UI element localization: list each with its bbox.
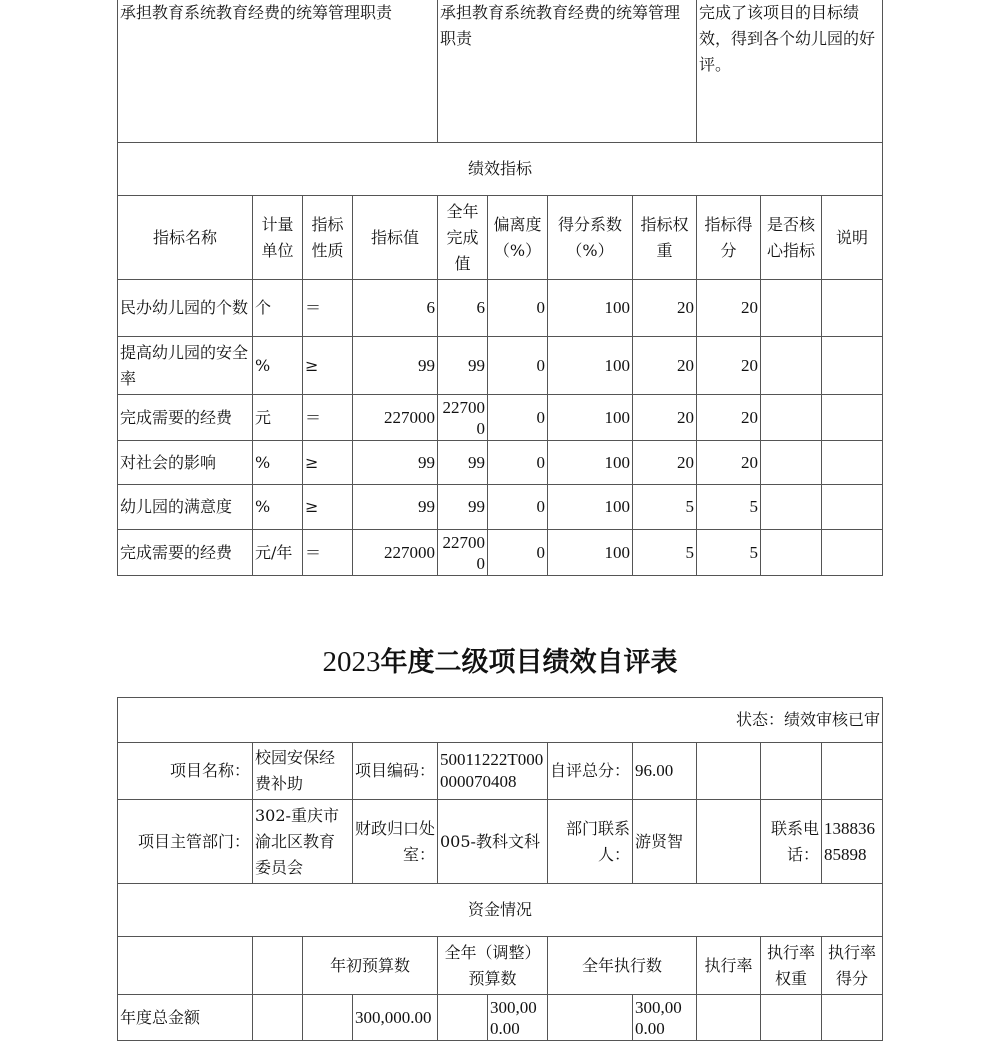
indicator-score: 5 xyxy=(697,485,761,530)
indicator-coef: 100 xyxy=(548,337,633,395)
indicator-nature: ≥ xyxy=(303,441,353,485)
indicator-note xyxy=(822,337,883,395)
indicator-deviation: 0 xyxy=(488,530,548,576)
empty-cell xyxy=(303,995,353,1041)
funds-header-cell: 全年执行数 xyxy=(548,937,697,995)
completion-result-cell: 完成了该项目的目标绩效，得到各个幼儿园的好评。 xyxy=(697,0,883,143)
indicator-deviation: 0 xyxy=(488,395,548,441)
indicator-weight: 20 xyxy=(633,337,697,395)
header-cell: 指标名称 xyxy=(118,196,253,280)
adjusted-budget-value: 300,000.00 xyxy=(488,995,548,1041)
project-code-label: 项目编码： xyxy=(353,743,438,800)
indicator-name: 对社会的影响 xyxy=(118,441,253,485)
header-cell: 指标性质 xyxy=(303,196,353,280)
funds-header-cell: 全年（调整）预算数 xyxy=(438,937,548,995)
indicator-unit: 元 xyxy=(253,395,303,441)
indicator-unit: % xyxy=(253,441,303,485)
indicator-deviation: 0 xyxy=(488,441,548,485)
funds-header-cell: 执行率 xyxy=(697,937,761,995)
indicator-actual: 99 xyxy=(438,441,488,485)
annual-goal-cell: 承担教育系统教育经费的统筹管理职责 xyxy=(118,0,438,143)
indicator-note xyxy=(822,530,883,576)
indicator-actual: 227000 xyxy=(438,395,488,441)
status-badge: 状态：绩效审核已审 xyxy=(118,698,883,743)
indicator-core xyxy=(761,280,822,337)
indicator-nature: ＝ xyxy=(303,530,353,576)
indicator-nature: ＝ xyxy=(303,395,353,441)
indicator-note xyxy=(822,441,883,485)
indicator-name: 提高幼儿园的安全率 xyxy=(118,337,253,395)
indicator-name: 完成需要的经费 xyxy=(118,395,253,441)
indicator-score: 20 xyxy=(697,337,761,395)
indicator-nature: ≥ xyxy=(303,485,353,530)
funds-header-cell: 年初预算数 xyxy=(303,937,438,995)
indicator-core xyxy=(761,530,822,576)
header-cell: 说明 xyxy=(822,196,883,280)
actual-completion-cell: 承担教育系统教育经费的统筹管理职责 xyxy=(438,0,697,143)
funds-header-cell: 执行率得分 xyxy=(822,937,883,995)
indicator-deviation: 0 xyxy=(488,485,548,530)
empty-cell xyxy=(822,743,883,800)
funds-header-row xyxy=(118,937,883,995)
indicator-name: 民办幼儿园的个数 xyxy=(118,280,253,337)
indicator-weight: 20 xyxy=(633,280,697,337)
header-cell: 指标值 xyxy=(353,196,438,280)
indicator-weight: 20 xyxy=(633,441,697,485)
table-row xyxy=(118,395,883,441)
indicator-note xyxy=(822,485,883,530)
indicator-actual: 6 xyxy=(438,280,488,337)
table-row xyxy=(118,441,883,485)
header-cell: 指标得分 xyxy=(697,196,761,280)
empty-cell xyxy=(548,995,633,1041)
empty-cell xyxy=(697,800,761,884)
empty-cell xyxy=(761,995,822,1041)
indicator-target: 99 xyxy=(353,485,438,530)
table-row xyxy=(118,530,883,576)
title-year: 2023 xyxy=(322,646,381,678)
table-row xyxy=(118,337,883,395)
indicator-core xyxy=(761,485,822,530)
indicator-unit: % xyxy=(253,337,303,395)
indicator-name: 幼儿园的满意度 xyxy=(118,485,253,530)
indicator-note xyxy=(822,280,883,337)
total-amount-label: 年度总金额 xyxy=(118,995,253,1041)
header-cell: 是否核心指标 xyxy=(761,196,822,280)
indicator-score: 5 xyxy=(697,530,761,576)
indicator-target: 6 xyxy=(353,280,438,337)
indicator-score: 20 xyxy=(697,441,761,485)
indicator-coef: 100 xyxy=(548,395,633,441)
self-score-label: 自评总分： xyxy=(548,743,633,800)
executed-value: 300,000.00 xyxy=(633,995,697,1041)
header-cell: 计量单位 xyxy=(253,196,303,280)
table-row xyxy=(118,280,883,337)
title-text: 年度二级项目绩效自评表 xyxy=(380,647,678,678)
indicator-target: 99 xyxy=(353,441,438,485)
empty-cell xyxy=(253,937,303,995)
indicator-unit: % xyxy=(253,485,303,530)
empty-cell xyxy=(438,995,488,1041)
self-score-value: 96.00 xyxy=(633,743,697,800)
indicator-actual: 99 xyxy=(438,485,488,530)
indicator-weight: 5 xyxy=(633,485,697,530)
header-cell: 偏离度（%） xyxy=(488,196,548,280)
indicator-score: 20 xyxy=(697,395,761,441)
table-row xyxy=(118,995,883,1041)
indicator-note xyxy=(822,395,883,441)
section-title-funds: 资金情况 xyxy=(118,884,883,937)
indicator-deviation: 0 xyxy=(488,337,548,395)
project-name-label: 项目名称： xyxy=(118,743,253,800)
empty-cell xyxy=(253,995,303,1041)
empty-cell xyxy=(118,937,253,995)
indicator-nature: ＝ xyxy=(303,280,353,337)
empty-cell xyxy=(761,743,822,800)
performance-indicator-table xyxy=(117,0,883,576)
phone-label: 联系电话： xyxy=(761,800,822,884)
header-cell: 全年完成值 xyxy=(438,196,488,280)
finance-value: 005-教科文科 xyxy=(438,800,548,884)
indicator-coef: 100 xyxy=(548,441,633,485)
empty-cell xyxy=(697,995,761,1041)
project-name-value: 校园安保经费补助 xyxy=(253,743,353,800)
contact-value: 游贤智 xyxy=(633,800,697,884)
empty-cell xyxy=(822,995,883,1041)
dept-label: 项目主管部门： xyxy=(118,800,253,884)
indicator-coef: 100 xyxy=(548,280,633,337)
indicator-header-row xyxy=(118,196,883,280)
indicator-name: 完成需要的经费 xyxy=(118,530,253,576)
page-title xyxy=(0,640,1000,679)
header-cell: 指标权重 xyxy=(633,196,697,280)
indicator-target: 99 xyxy=(353,337,438,395)
indicator-deviation: 0 xyxy=(488,280,548,337)
indicator-weight: 5 xyxy=(633,530,697,576)
indicator-weight: 20 xyxy=(633,395,697,441)
indicator-unit: 元/年 xyxy=(253,530,303,576)
section-title-performance: 绩效指标 xyxy=(118,143,883,196)
indicator-nature: ≥ xyxy=(303,337,353,395)
self-evaluation-table xyxy=(117,697,883,1041)
indicator-target: 227000 xyxy=(353,395,438,441)
indicator-core xyxy=(761,395,822,441)
header-cell: 得分系数（%） xyxy=(548,196,633,280)
indicator-coef: 100 xyxy=(548,530,633,576)
initial-budget-value: 300,000.00 xyxy=(353,995,438,1041)
finance-label: 财政归口处室： xyxy=(353,800,438,884)
indicator-unit: 个 xyxy=(253,280,303,337)
empty-cell xyxy=(697,743,761,800)
indicator-core xyxy=(761,337,822,395)
phone-value: 13883685898 xyxy=(822,800,883,884)
funds-header-cell: 执行率权重 xyxy=(761,937,822,995)
project-code-value: 50011222T000000070408 xyxy=(438,743,548,800)
indicator-coef: 100 xyxy=(548,485,633,530)
indicator-score: 20 xyxy=(697,280,761,337)
indicator-target: 227000 xyxy=(353,530,438,576)
indicator-actual: 227000 xyxy=(438,530,488,576)
table-row xyxy=(118,485,883,530)
indicator-core xyxy=(761,441,822,485)
contact-label: 部门联系人： xyxy=(548,800,633,884)
indicator-actual: 99 xyxy=(438,337,488,395)
dept-value: 302-重庆市渝北区教育委员会 xyxy=(253,800,353,884)
